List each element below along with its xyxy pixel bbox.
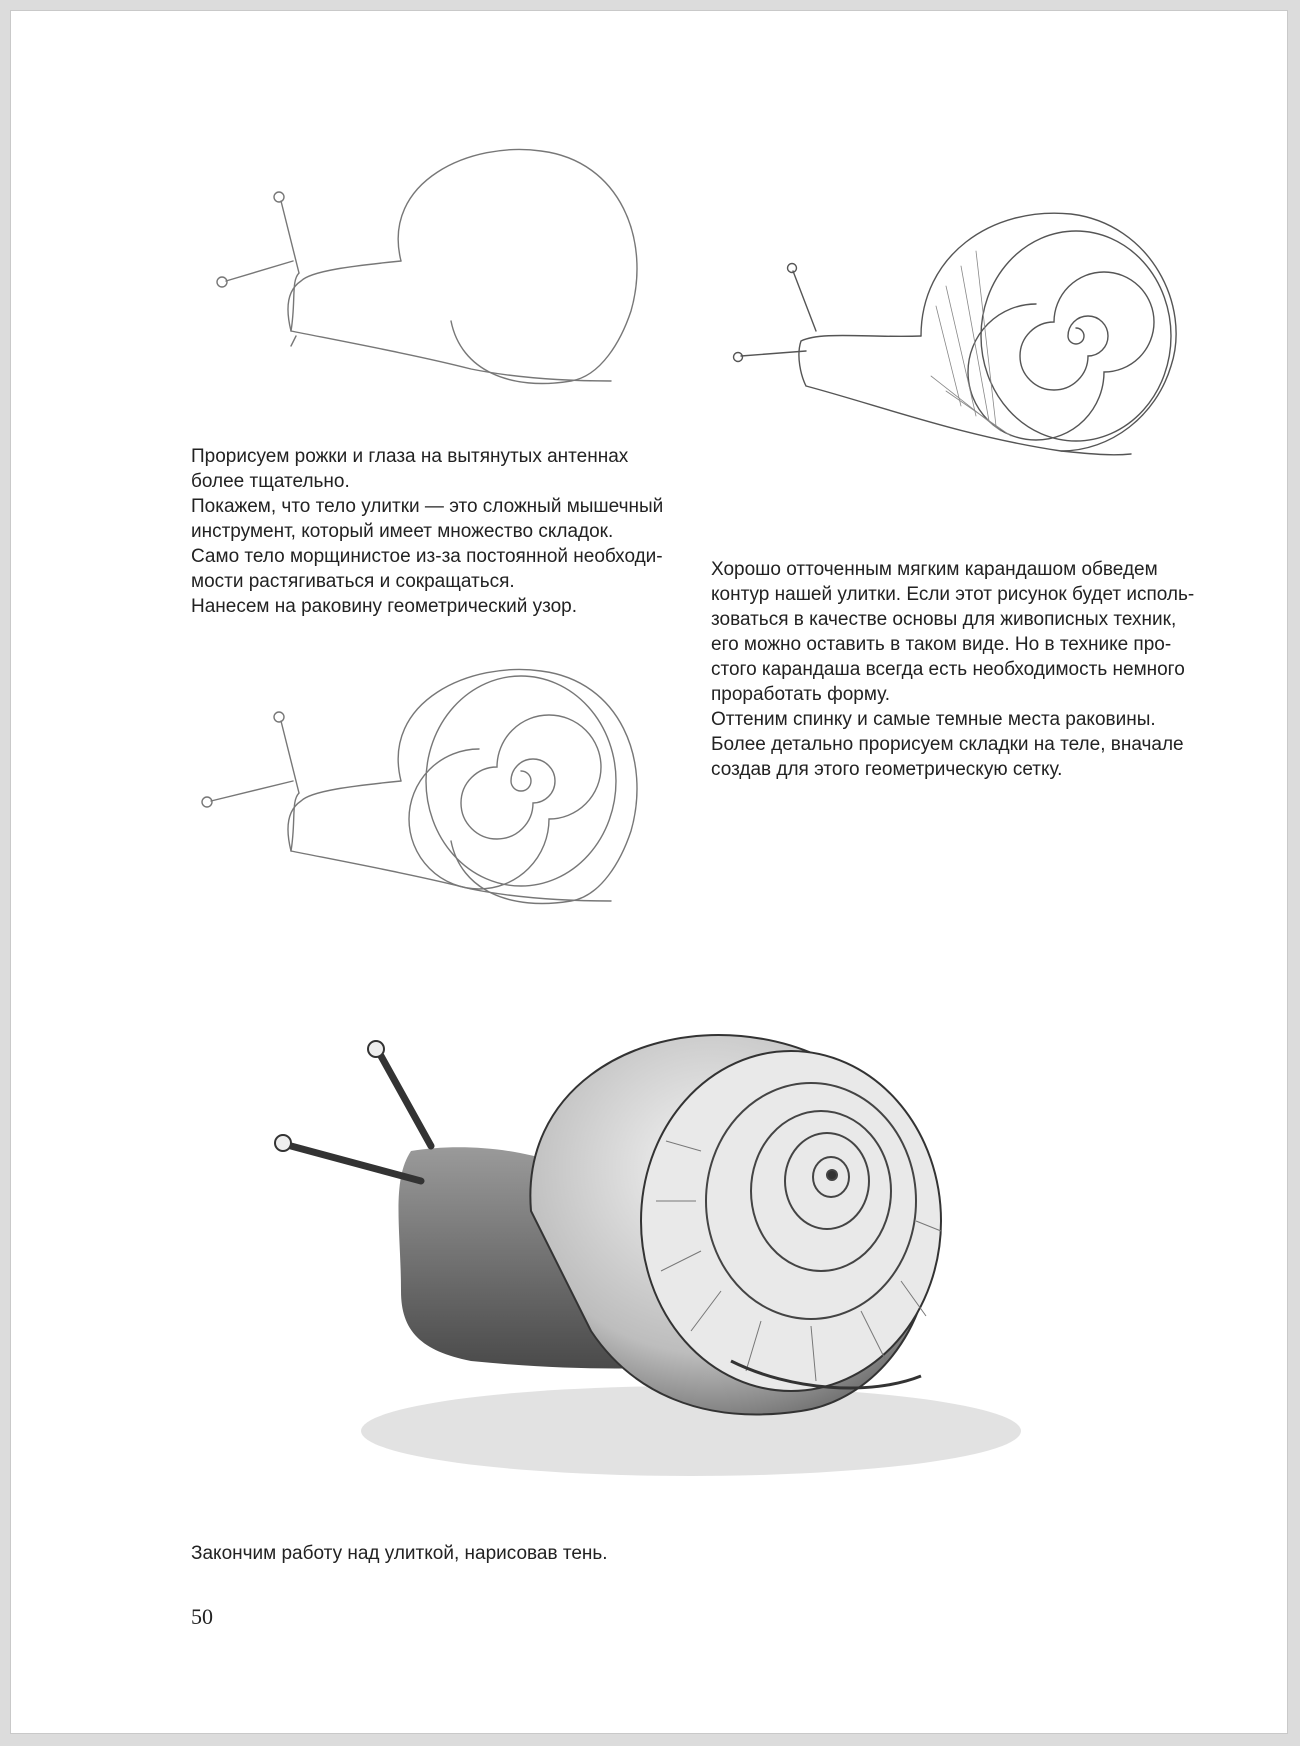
text-line: более тщательно. [191,471,350,492]
text-line: проработать форму. [711,684,891,705]
text-line: Оттеним спинку и самые темные места раковины. [711,709,1156,730]
text-line: Более детально прорисуем складки на теле, вначале [711,734,1184,755]
step-description-right [711,557,1231,782]
book-page [10,10,1288,1734]
text-line: Само тело морщинистое из-за постоянной необходи- [191,546,663,567]
snail-sketch-step-3 [731,206,1211,466]
snail-final-drawing [271,1031,1071,1501]
snail-sketch-step-1 [191,141,691,401]
text-line: мости растягиваться и сокращаться. [191,571,515,592]
text-line: Прорисуем рожки и глаза на вытянутых антеннах [191,446,629,467]
text-line: стого карандаша всегда есть необходимость немного [711,659,1185,680]
text-line: контур нашей улитки. Если этот рисунок будет исполь- [711,584,1195,605]
final-caption: Закончим работу над улиткой, нарисовав тень. [191,1543,608,1564]
text-line: инструмент, который имеет множество складок. [191,521,614,542]
text-line: его можно оставить в таком виде. Но в технике про- [711,634,1172,655]
page-number: 50 [191,1604,213,1629]
text-line: Хорошо отточенным мягким карандашом обведем [711,559,1158,580]
text-line: создав для этого геометрическую сетку. [711,759,1063,780]
text-line: Покажем, что тело улитки — это сложный мышечный [191,496,664,517]
snail-sketch-step-2 [191,661,691,921]
text-line: Нанесем на раковину геометрический узор. [191,596,578,617]
text-line: зоваться в качестве основы для живописных техник, [711,609,1177,630]
step-description-left [191,444,691,619]
